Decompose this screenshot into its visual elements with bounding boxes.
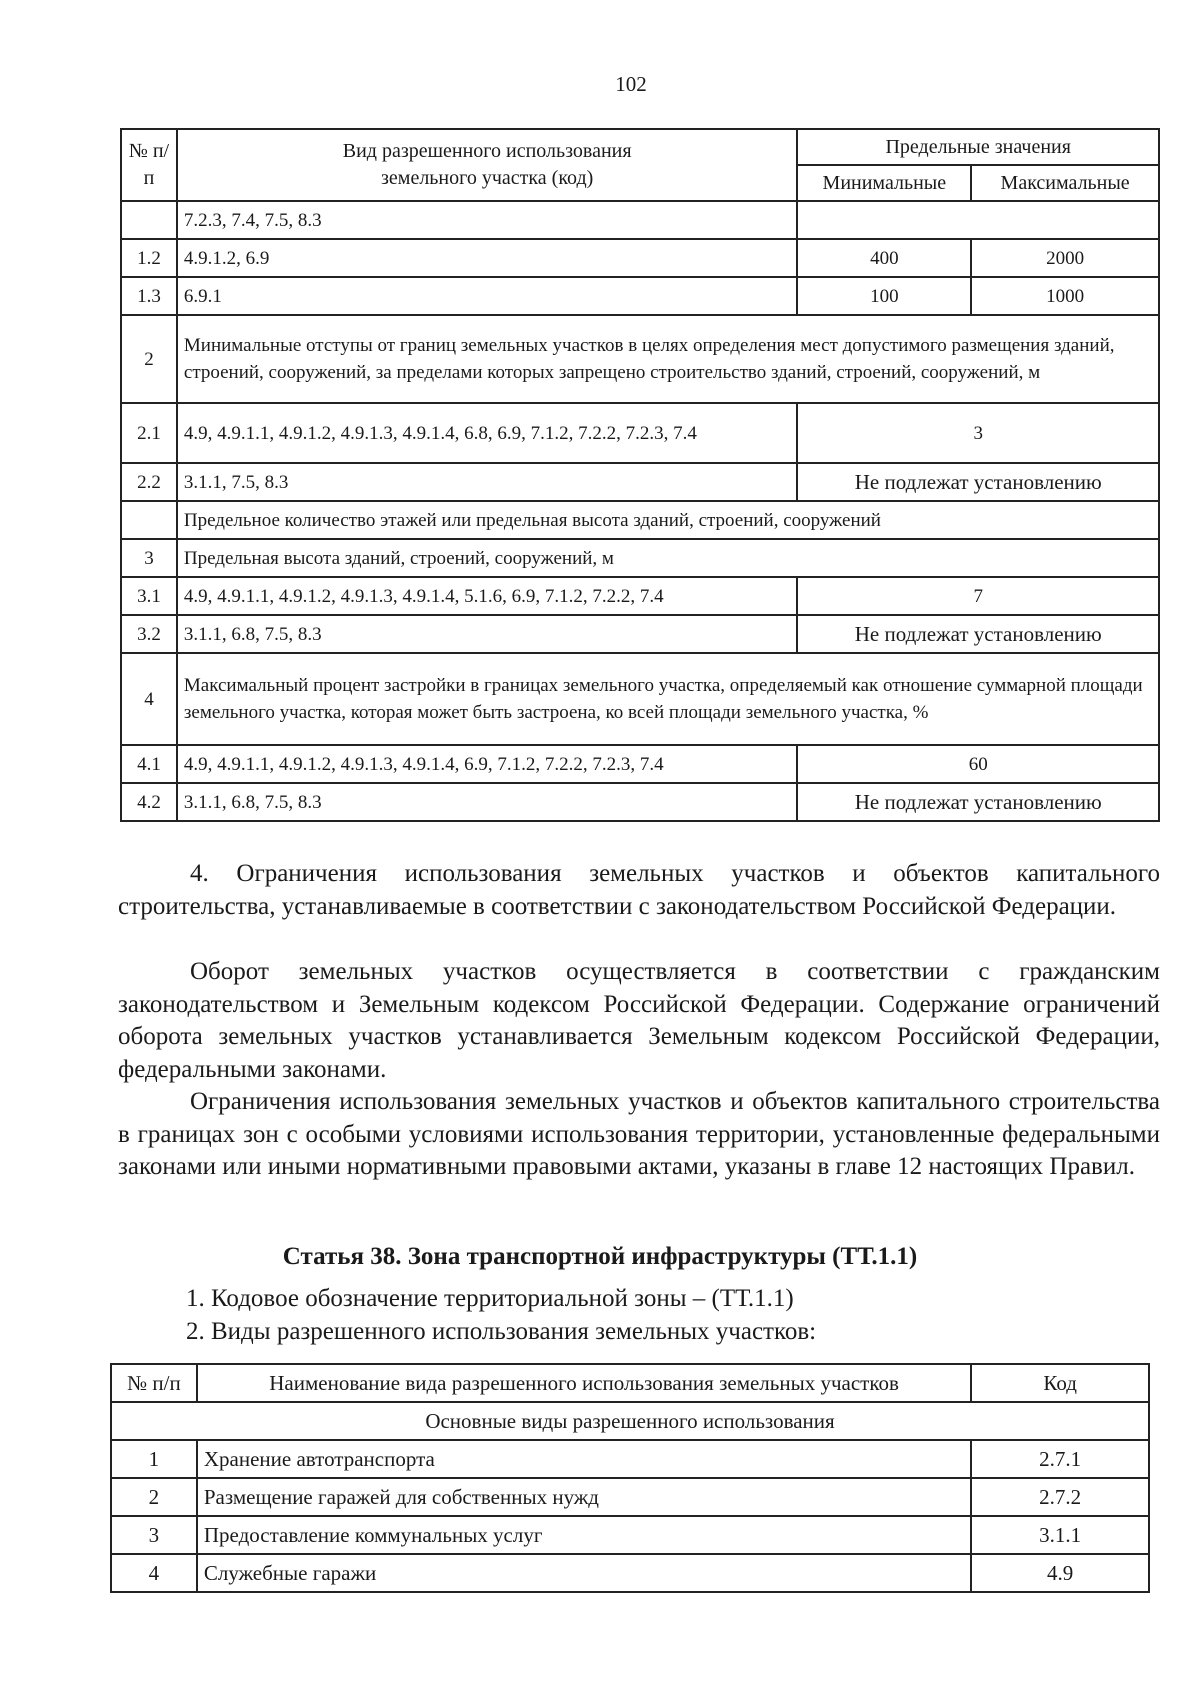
table-row xyxy=(111,1478,1149,1516)
row-value: Не подлежат установлению xyxy=(797,783,1159,821)
paragraph-special-zones: Ограничения использования земельных участков и объектов капитального строительства в границах зон с особыми условиями использования территории, установленные федеральными законами или иными нормативными правовыми актами, указаны в главе 12 настоящих Правил. xyxy=(118,1088,1160,1180)
table-row xyxy=(121,403,1159,463)
row-text: 6.9.1 xyxy=(177,277,798,315)
uses-row-num: 3 xyxy=(111,1516,197,1554)
table-row xyxy=(121,277,1159,315)
row-num: 3.1 xyxy=(121,577,177,615)
row-value: Не подлежат установлению xyxy=(797,615,1159,653)
row-num: 1.3 xyxy=(121,277,177,315)
row-min: 400 xyxy=(797,239,971,277)
row-value xyxy=(797,201,1159,239)
row-num: 2 xyxy=(121,315,177,403)
uses-row-num: 2 xyxy=(111,1478,197,1516)
uses-section-row xyxy=(111,1402,1149,1440)
table-row xyxy=(121,539,1159,577)
uses-header-num: № п/п xyxy=(111,1364,197,1402)
row-text: 4.9, 4.9.1.1, 4.9.1.2, 4.9.1.3, 4.9.1.4, 6.9, 7.1.2, 7.2.2, 7.2.3, 7.4 xyxy=(177,745,798,783)
table-row xyxy=(121,653,1159,745)
table-row xyxy=(111,1440,1149,1478)
uses-header-code: Код xyxy=(971,1364,1149,1402)
row-num: 3.2 xyxy=(121,615,177,653)
row-min: 100 xyxy=(797,277,971,315)
uses-row-num: 1 xyxy=(111,1440,197,1478)
row-text: Максимальный процент застройки в границах земельного участка, определяемый как отношение суммарной площади земельного участка, которая может быть застроена, ко всей площади земельного участка, % xyxy=(177,653,1159,745)
table-row xyxy=(121,615,1159,653)
uses-row-name: Предоставление коммунальных услуг xyxy=(197,1516,971,1554)
row-num: 4.2 xyxy=(121,783,177,821)
row-num: 1.2 xyxy=(121,239,177,277)
row-text: Минимальные отступы от границ земельных участков в целях определения мест допустимого размещения зданий, строений, сооружений, за пределами которых запрещено строительство зданий, строений, сооружений, м xyxy=(177,315,1159,403)
row-num: 2.1 xyxy=(121,403,177,463)
table-row xyxy=(121,501,1159,539)
table-row xyxy=(121,315,1159,403)
row-text: 4.9, 4.9.1.1, 4.9.1.2, 4.9.1.3, 4.9.1.4, 5.1.6, 6.9, 7.1.2, 7.2.2, 7.4 xyxy=(177,577,798,615)
paragraph-land-turnover: Оборот земельных участков осуществляется в соответствии с гражданским законодательством и Земельным кодексом Российской Федерации. Содержание ограничений оборота земельных участков устанавливается Земельным кодексом Российской Федерации, федеральными законами. xyxy=(118,958,1160,1083)
row-text: Предельное количество этажей или предельная высота зданий, строений, сооружений xyxy=(177,501,1159,539)
header-min: Минимальные xyxy=(797,165,971,201)
row-max: 1000 xyxy=(971,277,1159,315)
paragraph-restrictions: 4. Ограничения использования земельных участков и объектов капитального строительства, устанавливаемые в соответствии с законодательством Российской Федерации. xyxy=(118,860,1160,920)
table-row xyxy=(111,1554,1149,1592)
row-max: 2000 xyxy=(971,239,1159,277)
uses-row-name: Хранение автотранспорта xyxy=(197,1440,971,1478)
row-text: 4.9.1.2, 6.9 xyxy=(177,239,798,277)
row-value: 7 xyxy=(797,577,1159,615)
uses-row-name: Размещение гаражей для собственных нужд xyxy=(197,1478,971,1516)
row-text: 4.9, 4.9.1.1, 4.9.1.2, 4.9.1.3, 4.9.1.4, 6.8, 6.9, 7.1.2, 7.2.2, 7.2.3, 7.4 xyxy=(177,403,798,463)
table-row xyxy=(121,239,1159,277)
limits-table xyxy=(120,128,1160,822)
table-row xyxy=(121,463,1159,501)
table-row xyxy=(111,1516,1149,1554)
row-text: 3.1.1, 6.8, 7.5, 8.3 xyxy=(177,783,798,821)
table-row xyxy=(121,783,1159,821)
uses-table xyxy=(110,1363,1150,1593)
row-num xyxy=(121,201,177,239)
row-text: Предельная высота зданий, строений, сооружений, м xyxy=(177,539,1159,577)
list-item-zone-code: 1. Кодовое обозначение территориальной зоны – (ТТ.1.1) xyxy=(186,1285,794,1312)
uses-row-name: Служебные гаражи xyxy=(197,1554,971,1592)
table-row xyxy=(121,745,1159,783)
header-limits: Предельные значения xyxy=(797,129,1159,165)
table-row xyxy=(121,577,1159,615)
header-num: № п/п xyxy=(121,129,177,201)
uses-row-code: 4.9 xyxy=(971,1554,1149,1592)
list-item-use-types: 2. Виды разрешенного использования земельных участков: xyxy=(186,1318,817,1345)
row-num: 3 xyxy=(121,539,177,577)
uses-row-num: 4 xyxy=(111,1554,197,1592)
uses-section-title: Основные виды разрешенного использования xyxy=(111,1402,1149,1440)
row-value: Не подлежат установлению xyxy=(797,463,1159,501)
article-heading: Статья 38. Зона транспортной инфраструктуры (ТТ.1.1) xyxy=(282,1243,918,1270)
uses-row-code: 3.1.1 xyxy=(971,1516,1149,1554)
row-text: 3.1.1, 7.5, 8.3 xyxy=(177,463,798,501)
uses-header-name: Наименование вида разрешенного использования земельных участков xyxy=(197,1364,971,1402)
page-number: 102 xyxy=(615,72,647,96)
row-num xyxy=(121,501,177,539)
row-text: 3.1.1, 6.8, 7.5, 8.3 xyxy=(177,615,798,653)
row-num: 4.1 xyxy=(121,745,177,783)
row-text: 7.2.3, 7.4, 7.5, 8.3 xyxy=(177,201,798,239)
row-value: 3 xyxy=(797,403,1159,463)
header-type: Вид разрешенного использования земельного участка (код) xyxy=(177,129,798,201)
row-num: 4 xyxy=(121,653,177,745)
uses-row-code: 2.7.2 xyxy=(971,1478,1149,1516)
row-value: 60 xyxy=(797,745,1159,783)
table-row xyxy=(121,201,1159,239)
row-num: 2.2 xyxy=(121,463,177,501)
uses-row-code: 2.7.1 xyxy=(971,1440,1149,1478)
header-max: Максимальные xyxy=(971,165,1159,201)
uses-header-row xyxy=(111,1364,1149,1402)
